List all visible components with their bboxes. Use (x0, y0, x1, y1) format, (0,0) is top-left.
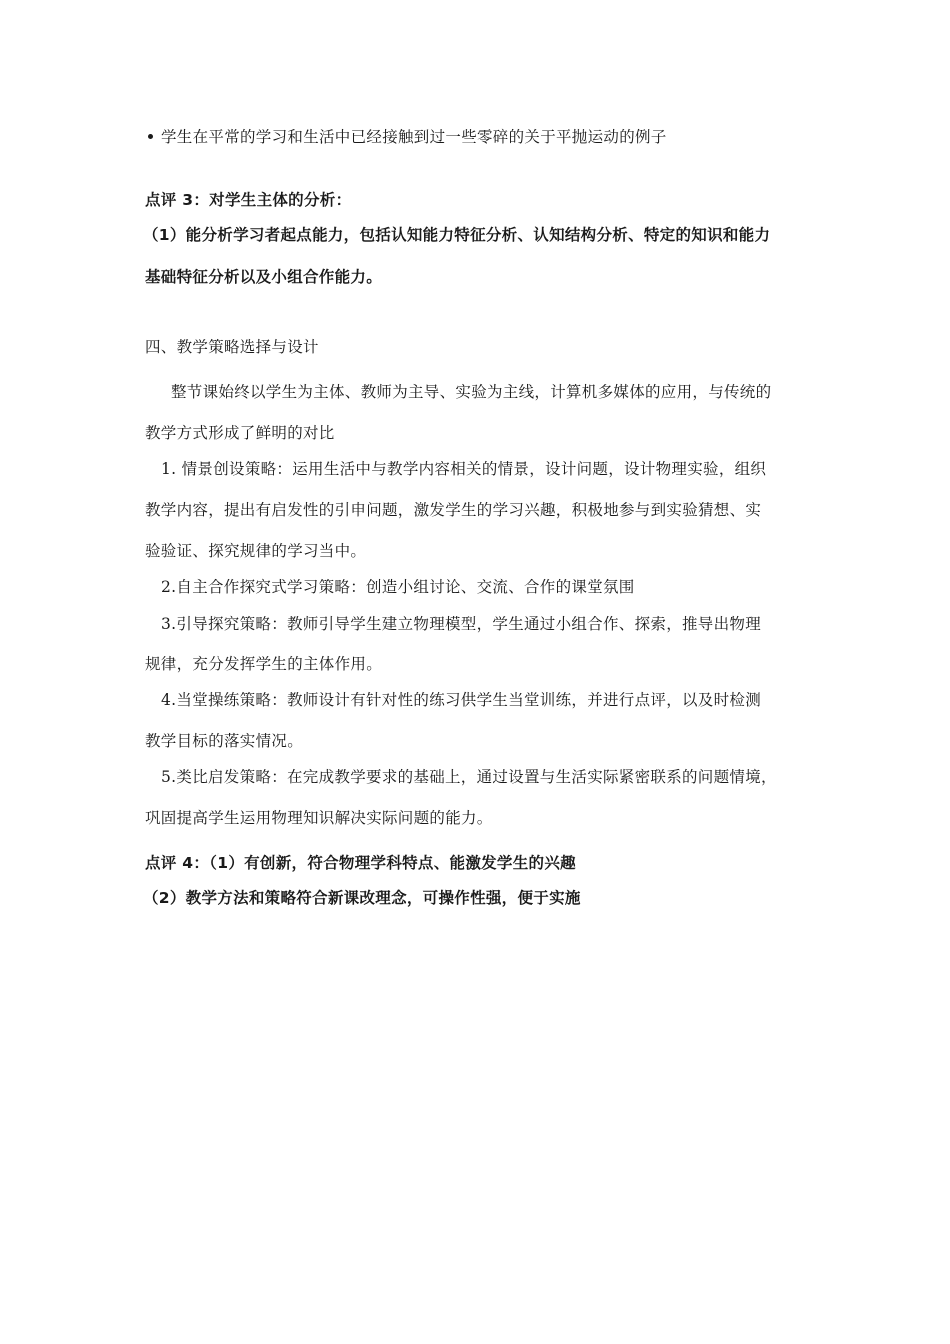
strategy-item5-line1: 5.类比启发策略：在完成教学要求的基础上，通过设置与生活实际紧密联系的问题情境， (161, 768, 777, 786)
strategy-item1-line3: 验验证、探究规律的学习当中。 (145, 542, 367, 560)
bullet-text: 学生在平常的学习和生活中已经接触到过一些零碎的关于平抛运动的例子 (161, 128, 667, 146)
strategy-item3-line1: 3.引导探究策略：教师引导学生建立物理模型，学生通过小组合作、探索，推导出物理 (161, 615, 761, 633)
section4-intro-line1: 整节课始终以学生为主体、教师为主导、实验为主线，计算机多媒体的应用，与传统的 (171, 383, 772, 401)
strategy-item5-line2: 巩固提高学生运用物理知识解决实际问题的能力。 (145, 809, 493, 827)
section4-intro-line2: 教学方式形成了鲜明的对比 (145, 424, 335, 442)
section4-heading: 四、教学策略选择与设计 (145, 338, 319, 356)
strategy-item2-line1: 2.自主合作探究式学习策略：创造小组讨论、交流、合作的课堂氛围 (161, 578, 635, 596)
comment4-line1: 点评 4：（1）有创新，符合物理学科特点、能激发学生的兴趣 (145, 854, 576, 872)
strategy-item4-line1: 4.当堂操练策略：教师设计有针对性的练习供学生当堂训练，并进行点评，以及时检测 (161, 691, 761, 709)
comment3-line2: 基础特征分析以及小组合作能力。 (145, 268, 383, 286)
comment3-title: 点评 3：对学生主体的分析： (145, 191, 352, 209)
strategy-item3-line2: 规律，充分发挥学生的主体作用。 (145, 655, 383, 673)
comment3-line1: （1）能分析学习者起点能力，包括认知能力特征分析、认知结构分析、特定的知识和能力 (143, 226, 771, 244)
strategy-item1-line1: 1. 情景创设策略：运用生活中与教学内容相关的情景，设计问题，设计物理实验，组织 (161, 460, 767, 478)
bullet-icon (148, 134, 153, 139)
strategy-item4-line2: 教学目标的落实情况。 (145, 732, 304, 750)
comment4-line2: （2）教学方法和策略符合新课改理念，可操作性强，便于实施 (143, 889, 581, 907)
bullet-paragraph (148, 126, 828, 148)
strategy-item1-line2: 教学内容，提出有启发性的引申问题，激发学生的学习兴趣，积极地参与到实验猜想、实 (145, 501, 762, 519)
